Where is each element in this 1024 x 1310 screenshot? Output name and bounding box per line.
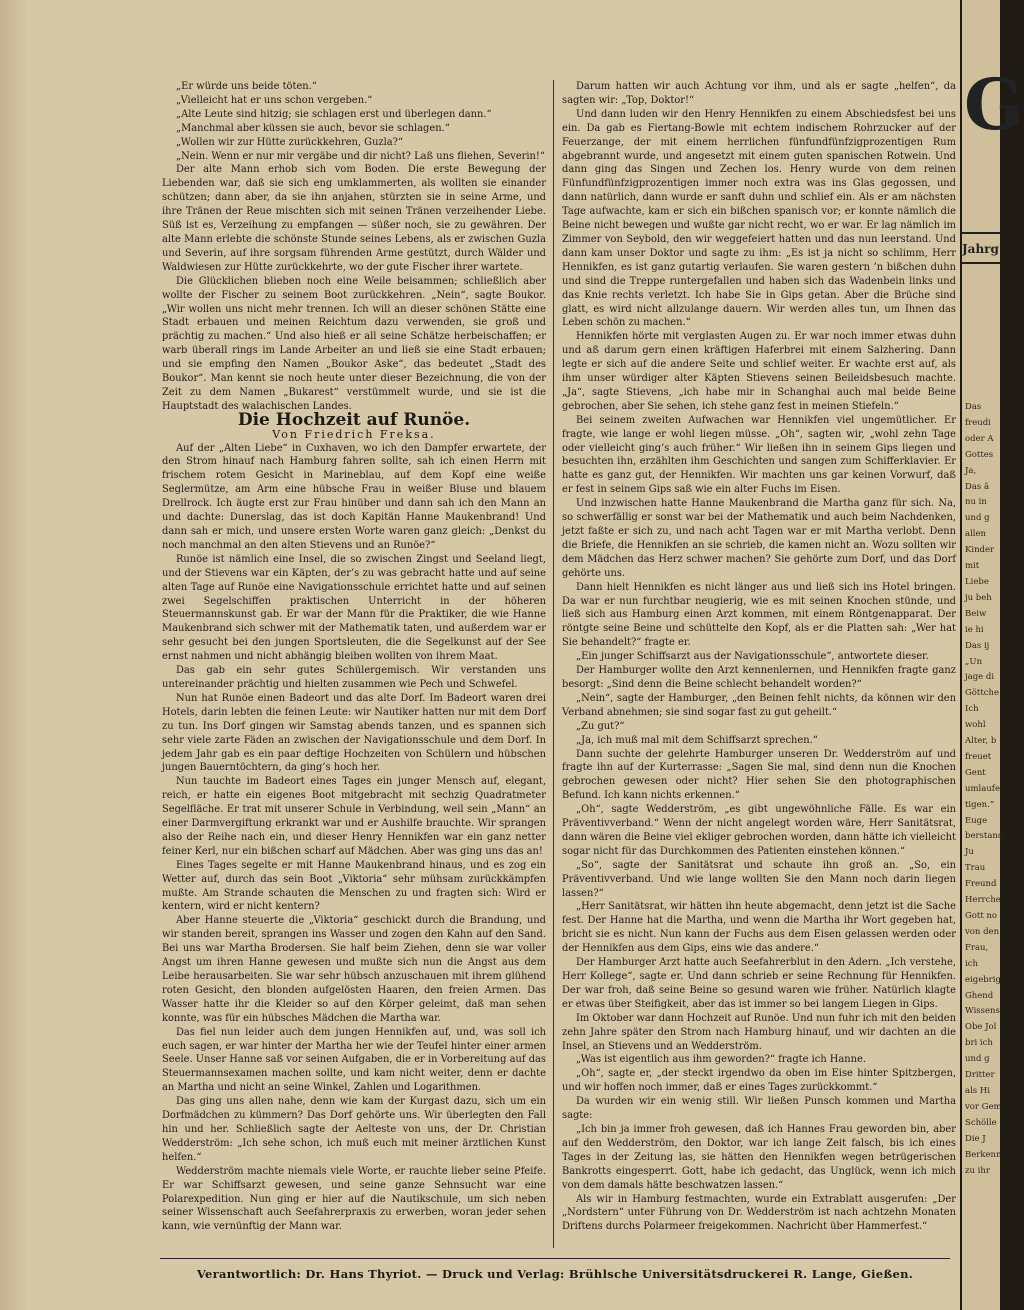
text-fragment: Euge xyxy=(965,815,988,826)
paragraph: Das gab ein sehr gutes Schülergemisch. Wir verstanden uns untereinander prächtig und hielten zusammen wie Pech und Schwefel. xyxy=(162,665,546,690)
paragraph: „Manchmal aber küssen sie auch, bevor sie schlagen.“ xyxy=(176,122,450,134)
text-fragment: Berkenn xyxy=(965,1149,1002,1160)
paragraph: Das ging uns allen nahe, denn wie kam der Kurgast dazu, sich um ein Dorfmädchen zu kümmern? Das Dorf gehörte uns. Wir überlegten den Fall hin und her. Schließlich sagte der Aelteste von uns, der Dr. Christian Wedderström: „Ich sehe schon, ich muß euch mit meiner ärztlichen Kunst helfen.“ xyxy=(162,1096,546,1163)
text-fragment: Das ij xyxy=(965,640,990,651)
text-fragment: eigebrig xyxy=(965,974,1001,985)
text-fragment: Ja, xyxy=(965,465,977,476)
paragraph: „Zu gut?“ xyxy=(576,720,625,732)
adjacent-page-strip xyxy=(962,0,1024,1310)
text-fragment: Trau xyxy=(965,863,986,874)
text-fragment: jage di xyxy=(965,672,995,683)
page-edge-shadow xyxy=(0,0,28,1310)
text-fragment: vor Gem xyxy=(965,1101,1002,1112)
paragraph: „Er würde uns beide töten.“ xyxy=(176,81,317,92)
text-fragment: bri ich xyxy=(965,1038,993,1049)
paragraph: Und inzwischen hatte Hanne Maukenbrand die Martha ganz für sich. Na, so schwerfällig er sonst war bei der Mathematik und auch beim Nachdenken, jetzt faßte er sich zu, und nach acht Tagen war er mit Martha verlobt. Denn die Briefe, die Hennikfen an sie schrieb, die kamen nicht an. Wozu sollten wir dem Mädchen das Herz schwer machen? Sie gehörte zum Dorf, und das Dorf gehörte uns. xyxy=(562,498,956,579)
paragraph: „Was ist eigentlich aus ihm geworden?“ fragte ich Hanne. xyxy=(576,1054,867,1066)
text-fragment: Ich xyxy=(965,704,979,715)
text-fragment: zu ihr xyxy=(965,1165,990,1176)
text-fragment: Beiw xyxy=(965,608,987,619)
adjacent-heading-fragment: Jahrg xyxy=(962,242,999,256)
paragraph: Der alte Mann erhob sich vom Boden. Die erste Bewegung der Liebenden war, daß sie sich eng umklammerten, als wollten sie einander schützen; dann aber, da sie ihn anjahen, stürzten sie in seine Arme, und ihre Tränen der Reue mischten sich mit seinen Tränen verzeihender Liebe. Süß ist es, Verzeihung zu empfangen — süßer noch, sie zu gewähren. Der alte Mann erlebte die schönste Stunde seines Lebens, als er zwischen Guzla und Severin, auf ihre sorgsam führenden Arme gestützt, durch Wälder und Waldwiesen zur Hütte zurückkehrte, wo der gute Fischer ihrer wartete. xyxy=(162,164,546,273)
text-fragment: Ju xyxy=(965,847,974,858)
paragraph: „Nein. Wenn er nur mir vergäbe und dir nicht? Laß uns fliehen, Severin!“ xyxy=(176,150,545,162)
adjacent-rule-top xyxy=(962,232,1000,234)
text-fragment: „Un xyxy=(965,656,983,667)
paragraph: Eines Tages segelte er mit Hanne Maukenbrand hinaus, und es zog ein Wetter auf, durch das sein Boot „Viktoria“ sehr mühsam zurückkämpfen mußte. Am Strande schauten die Menschen zu und fragten sich: Wird er kentern, wird er nicht kentern? xyxy=(162,859,546,913)
paragraph: Auf der „Alten Liebe“ in Cuxhaven, wo ich den Dampfer erwartete, der den Strom hinauf nach Hamburg fahren sollte, sah ich einen Herrn mit frischem rotem Gesicht in Marineblau, auf dem Kopf eine weiße Seglermütze, am Arm eine hübsche Frau in weißer Bluse und blauem Drellrock. Ich äugte erst zur Frau hinüber und dann sah ich den Mann an und dachte: Dunerslag, das ist doch Kapitän Hanne Maukenbrand! Und dann sah er mich, und unsere ersten Worte waren ganz gleich: „Denkst du noch manchmal an den alten Stievens und an Runöe?“ xyxy=(162,442,546,551)
text-fragment: Dritter xyxy=(965,1070,995,1081)
text-fragment: und g xyxy=(965,1054,990,1065)
paragraph: Dann suchte der gelehrte Hamburger unseren Dr. Wedderström auf und fragte ihn auf der Kurterrasse: „Sagen Sie mal, sind denn nun die Knochen gebrochen gewesen oder nicht? Hier sehen Sie den photographischen Befund. Ich kann nichts erkennen.“ xyxy=(562,748,956,802)
text-fragment: Liebe xyxy=(965,576,989,587)
paragraph: „Vielleicht hat er uns schon vergeben.“ xyxy=(176,94,373,106)
text-fragment: als Hi xyxy=(965,1085,990,1096)
story-body-left xyxy=(162,442,546,1235)
paragraph: Im Oktober war dann Hochzeit auf Runöe. Und nun fuhr ich mit den beiden zehn Jahre später den Strom nach Hamburg hinauf, und wir dachten an die Insel, an Stievens und an Wedderström. xyxy=(562,1012,956,1052)
text-fragment: freuet xyxy=(965,751,992,762)
column-divider xyxy=(553,80,554,1248)
text-fragment: berstand xyxy=(965,831,1004,842)
text-fragment: freudi xyxy=(965,417,991,428)
text-fragment: wohl xyxy=(965,720,986,731)
paragraph: Die Glücklichen blieben noch eine Weile beisammen; schließlich aber wollte der Fischer zu seinem Boot zurückkehren. „Nein“, sagte Boukor. „Wir wollen uns nicht mehr trennen. Ich will an dieser schönen Stätte eine Stadt erbauen und meinen Reichtum dazu verwenden, sie groß und prächtig zu machen.“ Und also hieß er all seine Schätze herbeischaffen; er warb überall rings im Lande Arbeiter an und ließ sie eine Stadt erbauen; und sie empfing den Namen „Boukor Aske“, das bedeutet „Stadt des Boukor“. Man kennt sie noch heute unter dieser Bezeichnung, die von der Zeit zu dem Namen „Bukarest“ verstümmelt wurde, und sie ist die Hauptstadt des walachischen Landes. xyxy=(162,275,546,412)
paragraph: „Ich bin ja immer froh gewesen, daß ich Hannes Frau geworden bin, aber auf den Wedderström, den Doktor, war ich lange Zeit falsch, bis ich eines Tages in der Zeitung las, sie hätten den Hennikfen wegen betrügerischen Bankrotts eingesperrt. Gott, habe ich gedacht, das Unglück, wenn ich mich von dem damals hätte beschwatzen lassen.“ xyxy=(562,1123,956,1191)
text-fragment: Gent xyxy=(965,767,986,778)
text-fragment: Freund xyxy=(965,879,997,890)
text-fragment: Kinder xyxy=(965,545,995,556)
paragraph: „Ein junger Schiffsarzt aus der Navigationsschule“, antwortete dieser. xyxy=(576,651,929,663)
text-fragment: Wissens xyxy=(965,1006,1000,1017)
text-fragment: oder A xyxy=(965,433,994,444)
text-fragment: Alter, b xyxy=(965,736,997,747)
text-fragment: ie hi xyxy=(965,624,984,635)
paragraph: Der Hamburger wollte den Arzt kennenlernen, und Hennikfen fragte ganz besorgt: „Sind denn die Beine schlecht behandelt worden?“ xyxy=(562,665,956,690)
paragraph: Runöe ist nämlich eine Insel, die so zwischen Zingst und Seeland liegt, und der Stievens war ein Käpten, der’s zu was gebracht hatte und auf seine alten Tage auf Runöe eine Navigationsschule errichtet hatte und auf seinen zwei Segelschiffen praktischen Unterricht in der höheren Steuermannskunst gab. Er war der Mann für die Praktiker, die wie Hanne Maukenbrand sich schwer mit der Mathematik taten, und außerdem war er sehr gesucht bei den jungen Sportsleuten, die die Segelkunst auf der See ernst nahmen und nicht abhängig bleiben wollten von ihrem Maat. xyxy=(162,553,546,663)
text-fragment: und g xyxy=(965,513,990,524)
text-fragment: ju beh xyxy=(965,592,992,603)
text-fragment: Das ä xyxy=(965,481,990,492)
paragraph: „Alte Leute sind hitzig; sie schlagen erst und überlegen dann.“ xyxy=(176,108,492,120)
paragraph: „Oh“, sagte er, „der steckt irgendwo da oben im Eise hinter Spitzbergen, und wir hoffen noch immer, daß er eines Tages zurückkommt.“ xyxy=(562,1068,956,1094)
text-fragment: Die J xyxy=(965,1133,986,1144)
adjacent-rule-bottom xyxy=(962,262,1000,264)
story-byline: Von Friedrich Freksa. xyxy=(272,427,436,441)
paragraph: Und dann luden wir den Henry Hennikfen zu einem Abschiedsfest bei uns ein. Da gab es Fiertang-Bowle mit echtem indischem Rohrzucker auf der Feuerzange, der mit einem herrlichen fünfundfünfzigprozentigen Rum abgebrannt wurde, und angesetzt mit einem guten spanischen Rotwein. Und dann ging das Singen und Zechen los. Henry wurde von dem reinen Fünfundfünfzigprozentigen immer noch extra was ins Glas gegossen, und dann natürlich, dann wurde er sanft duhn und schlief ein. Als er am nächsten Tage aufwachte, kam er sich ein bißchen spanisch vor; er konnte nämlich die Beine nicht bewegen und wußte gar nicht recht, wo er war. Er lag nämlich im Zimmer von Seybold, den wir weggefeiert hatten und das nun leerstand. Und dann kam unser Doktor und sagte zu ihm: „Es ist ja nicht so schlimm, Herr Hennikfen, es ist ganz gutartig verlaufen. Sie waren gestern ’n bißchen duhn und sind die Treppe runtergefallen und haben sich das Wadenbein links und das Knie rechts verletzt. Ich habe Sie in Gips getan. Aber die Brüche sind glatt, es wird nicht allzulange dauern. Wir werden alles tun, um Ihnen das Leben schön zu machen.“ xyxy=(562,108,956,329)
text-fragment: Göttche xyxy=(965,688,1000,699)
text-fragment: ich xyxy=(965,958,978,969)
paragraph: Aber Hanne steuerte die „Viktoria“ geschickt durch die Brandung, und wir standen bereit, sprangen ins Wasser und zogen den Kahn auf den Sand. Bei uns war Martha Brodersen. Sie half beim Ziehen, denn sie war voller Angst um ihren Hanne gewesen und mußte sich nun die Angst aus dem Leibe herausarbeiten. Sie war sehr hübsch anzuschauen mit ihrem glühend roten Gesicht, den blonden aufgelösten Haaren, den freien Armen. Das Wasser hatte ihr die Kleider so auf den Körper geleimt, daß man sehen konnte, was für ein hübsches Mädchen die Martha war. xyxy=(162,915,546,1024)
text-fragment: Das xyxy=(965,402,982,412)
text-fragment: Gott no xyxy=(965,911,998,921)
imprint-footer: Verantwortlich: Dr. Hans Thyriot. — Druck und Verlag: Brühlsche Universitätsdruckerei R. Lange, Gießen. xyxy=(160,1258,950,1281)
paragraph: Da wurden wir ein wenig still. Wir ließen Punsch kommen und Martha sagte: xyxy=(562,1096,956,1122)
text-fragment: Schölle xyxy=(965,1117,997,1128)
text-fragment: umlaufe xyxy=(965,783,1000,794)
story-headline: Die Hochzeit auf Runöe. xyxy=(237,409,471,430)
paragraph: „So“, sagte der Sanitätsrat und schaute ihn groß an. „So, ein Präventivverband. Und wie lange wollten Sie den Mann noch darin liegen lassen?“ xyxy=(562,859,956,899)
left-column xyxy=(162,80,546,1234)
text-fragment: Ghend xyxy=(965,990,994,1001)
intro-story-ending xyxy=(162,80,546,414)
paragraph: Wedderström machte niemals viele Worte, er rauchte lieber seine Pfeife. Er war Schiffsarzt gewesen, und seine ganze Sehnsucht war eine Polarexpedition. Nun ging er hier auf die Nautikschule, um sich neben seiner Wissenschaft auch Seefahrerpraxis zu erwerben, woran jeder sehen kann, wie vernünftig der Mann war. xyxy=(162,1165,546,1233)
paragraph: „Ja, ich muß mal mit dem Schiffsarzt sprechen.“ xyxy=(576,734,818,746)
paragraph: „Oh“, sagte Wedderström, „es gibt ungewöhnliche Fälle. Es war ein Präventivverband.“ Wenn der nicht angelegt worden wäre, Herr Sanitätsrat, dann wären die Beine viel ekliger gebrochen worden, dann hätte ich vielleicht sogar nicht für das Durchkommen des Patienten einstehen können.“ xyxy=(562,804,956,857)
paragraph: Als wir in Hamburg festmachten, wurde ein Extrablatt ausgerufen: „Der „Nordstern“ unter Führung von Dr. Wedderström ist nach achtzehn Monaten Driftens durchs Polarmeer freigekommen. Nachricht über Hammerfest.“ xyxy=(562,1193,956,1233)
paragraph: „Herr Sanitätsrat, wir hätten ihn heute abgemacht, denn jetzt ist die Sache fest. Der Hanne hat die Martha, und wenn die Martha ihr Wort gegeben hat, bricht sie es nicht. Nun kann der Fuchs aus dem Eisen gelassen werden oder der Hennikfen aus dem Gips, eins wie das andere.“ xyxy=(562,901,956,955)
paragraph: Nun tauchte im Badeort eines Tages ein junger Mensch auf, elegant, reich, er hatte ein eigenes Boot mitgebracht mit sechzig Quadratmeter Segelfläche. Er trat mit unserer Schule in Verbindung, weil sein „Mann“ an einer Darmvergiftung erkrankt war und er Aushilfe brauchte. Wir sprangen also der Reihe nach ein, und dieser Henry Hennikfen war ein ganz netter feiner Kerl, nur ein bißchen scharf auf Mädchen. Aber was ging uns das an! xyxy=(162,776,546,857)
paragraph: Darum hatten wir auch Achtung vor ihm, und als er sagte „helfen“, da sagten wir: „Top, Doktor!“ xyxy=(562,81,956,106)
text-fragment: tigen.“ xyxy=(965,799,995,810)
paragraph: Bei seinem zweiten Aufwachen war Hennikfen viel ungemütlicher. Er fragte, wie lange er wohl liegen müsse. „Oh“, sagten wir, „wohl zehn Tage oder vielleicht ging’s auch früher.“ Wir ließen ihn in seinem Gips liegen und besuchten ihn, erzählten ihm Geschichten und sangen zum Schifferklavier. Er hatte es ganz gut, der Hennikfen. Wir machten uns gar keinen Vorwurf, daß er fest in seinem Gips saß wie ein alter Fuchs im Eisen. xyxy=(562,414,956,496)
text-fragment: allen xyxy=(965,529,987,540)
paragraph: Das fiel nun leider auch dem jungen Hennikfen auf, und, was soll ich euch sagen, er war hinter der Martha her wie der Teufel hinter einer armen Seele. Unser Hanne saß vor seinen Aufgaben, die er in Vorbereitung auf das Steuermannsexamen machen sollte, und kam nicht weiter, denn er dachte an Martha und nicht an seine Winkel, Zahlen und Logarithmen. xyxy=(162,1026,546,1094)
text-fragment: Obe Jol xyxy=(965,1022,997,1033)
paragraph: Der Hamburger Arzt hatte auch Seefahrerblut in den Adern. „Ich verstehe, Herr Kollege“, sagte er. Und dann schrieb er seine Rechnung für Hennikfen. Der war froh, daß seine Beine so gesund waren wie früher. Natürlich klagte er etwas über Steifigkeit, aber das ist immer so bei langem Liegen in Gips. xyxy=(562,957,956,1010)
adjacent-text-fragments xyxy=(965,400,1004,1179)
text-fragment: Gottes xyxy=(965,449,994,460)
text-fragment: Herrche xyxy=(965,895,1001,906)
adjacent-masthead-letter: G xyxy=(964,63,1024,146)
text-fragment: von den xyxy=(965,926,1000,937)
paragraph: Hennikfen hörte mit verglasten Augen zu. Er war noch immer etwas duhn und aß darum gern einen kräftigen Haferbrei mit einem Salzhering. Dann legte er sich auf die andere Seite und schlief weiter. Er wachte erst auf, als ihm unser würdiger alter Käpten Stievens seinen Beileidsbesuch machte. „Ja“, sagte Stievens, „ich habe mir in Schanghai auch mal beide Beine gebrochen, aber Sie sehen, ich stehe ganz fest in meinen Stiefeln.“ xyxy=(562,331,956,412)
right-column xyxy=(562,80,956,1234)
paragraph: Nun hat Runöe einen Badeort und das alte Dorf. Im Badeort waren drei Hotels, darin lebten die feinen Leute: wir Nautiker hatten nur mit dem Dorf zu tun. Ins Dorf gingen wir Samstag abends tanzen, und es spannen sich sehr viele zarte Fäden an zwischen der Navigationsschule und dem Dorf. In jedem Jahr gab es ein paar deftige Hochzeiten von Schülern und hübschen jungen Bauerntöchtern, da ging’s hoch her. xyxy=(162,692,546,774)
text-fragment: mit xyxy=(965,561,980,572)
paragraph: „Wollen wir zur Hütte zurückkehren, Guzla?“ xyxy=(176,136,404,148)
text-fragment: nu in xyxy=(965,497,987,508)
text-fragment: Frau, xyxy=(965,942,989,953)
paragraph: Dann hielt Hennikfen es nicht länger aus und ließ sich ins Hotel bringen. Da war er nun furchtbar neugierig, wie es mit seinen Knochen stünde, und ließ sich aus Hamburg einen Arzt kommen, mit einem Röntgenapparat. Der röntgte seine Beine und schüttelte den Kopf, als er die Platten sah: „Wer hat Sie behandelt?“ fragte er. xyxy=(562,581,956,649)
paragraph: „Nein“, sagte der Hamburger, „den Beinen fehlt nichts, da können wir den Verband abnehmen; sie sind sogar fast zu gut geheilt.“ xyxy=(562,692,956,718)
story-body-right xyxy=(562,80,956,1234)
